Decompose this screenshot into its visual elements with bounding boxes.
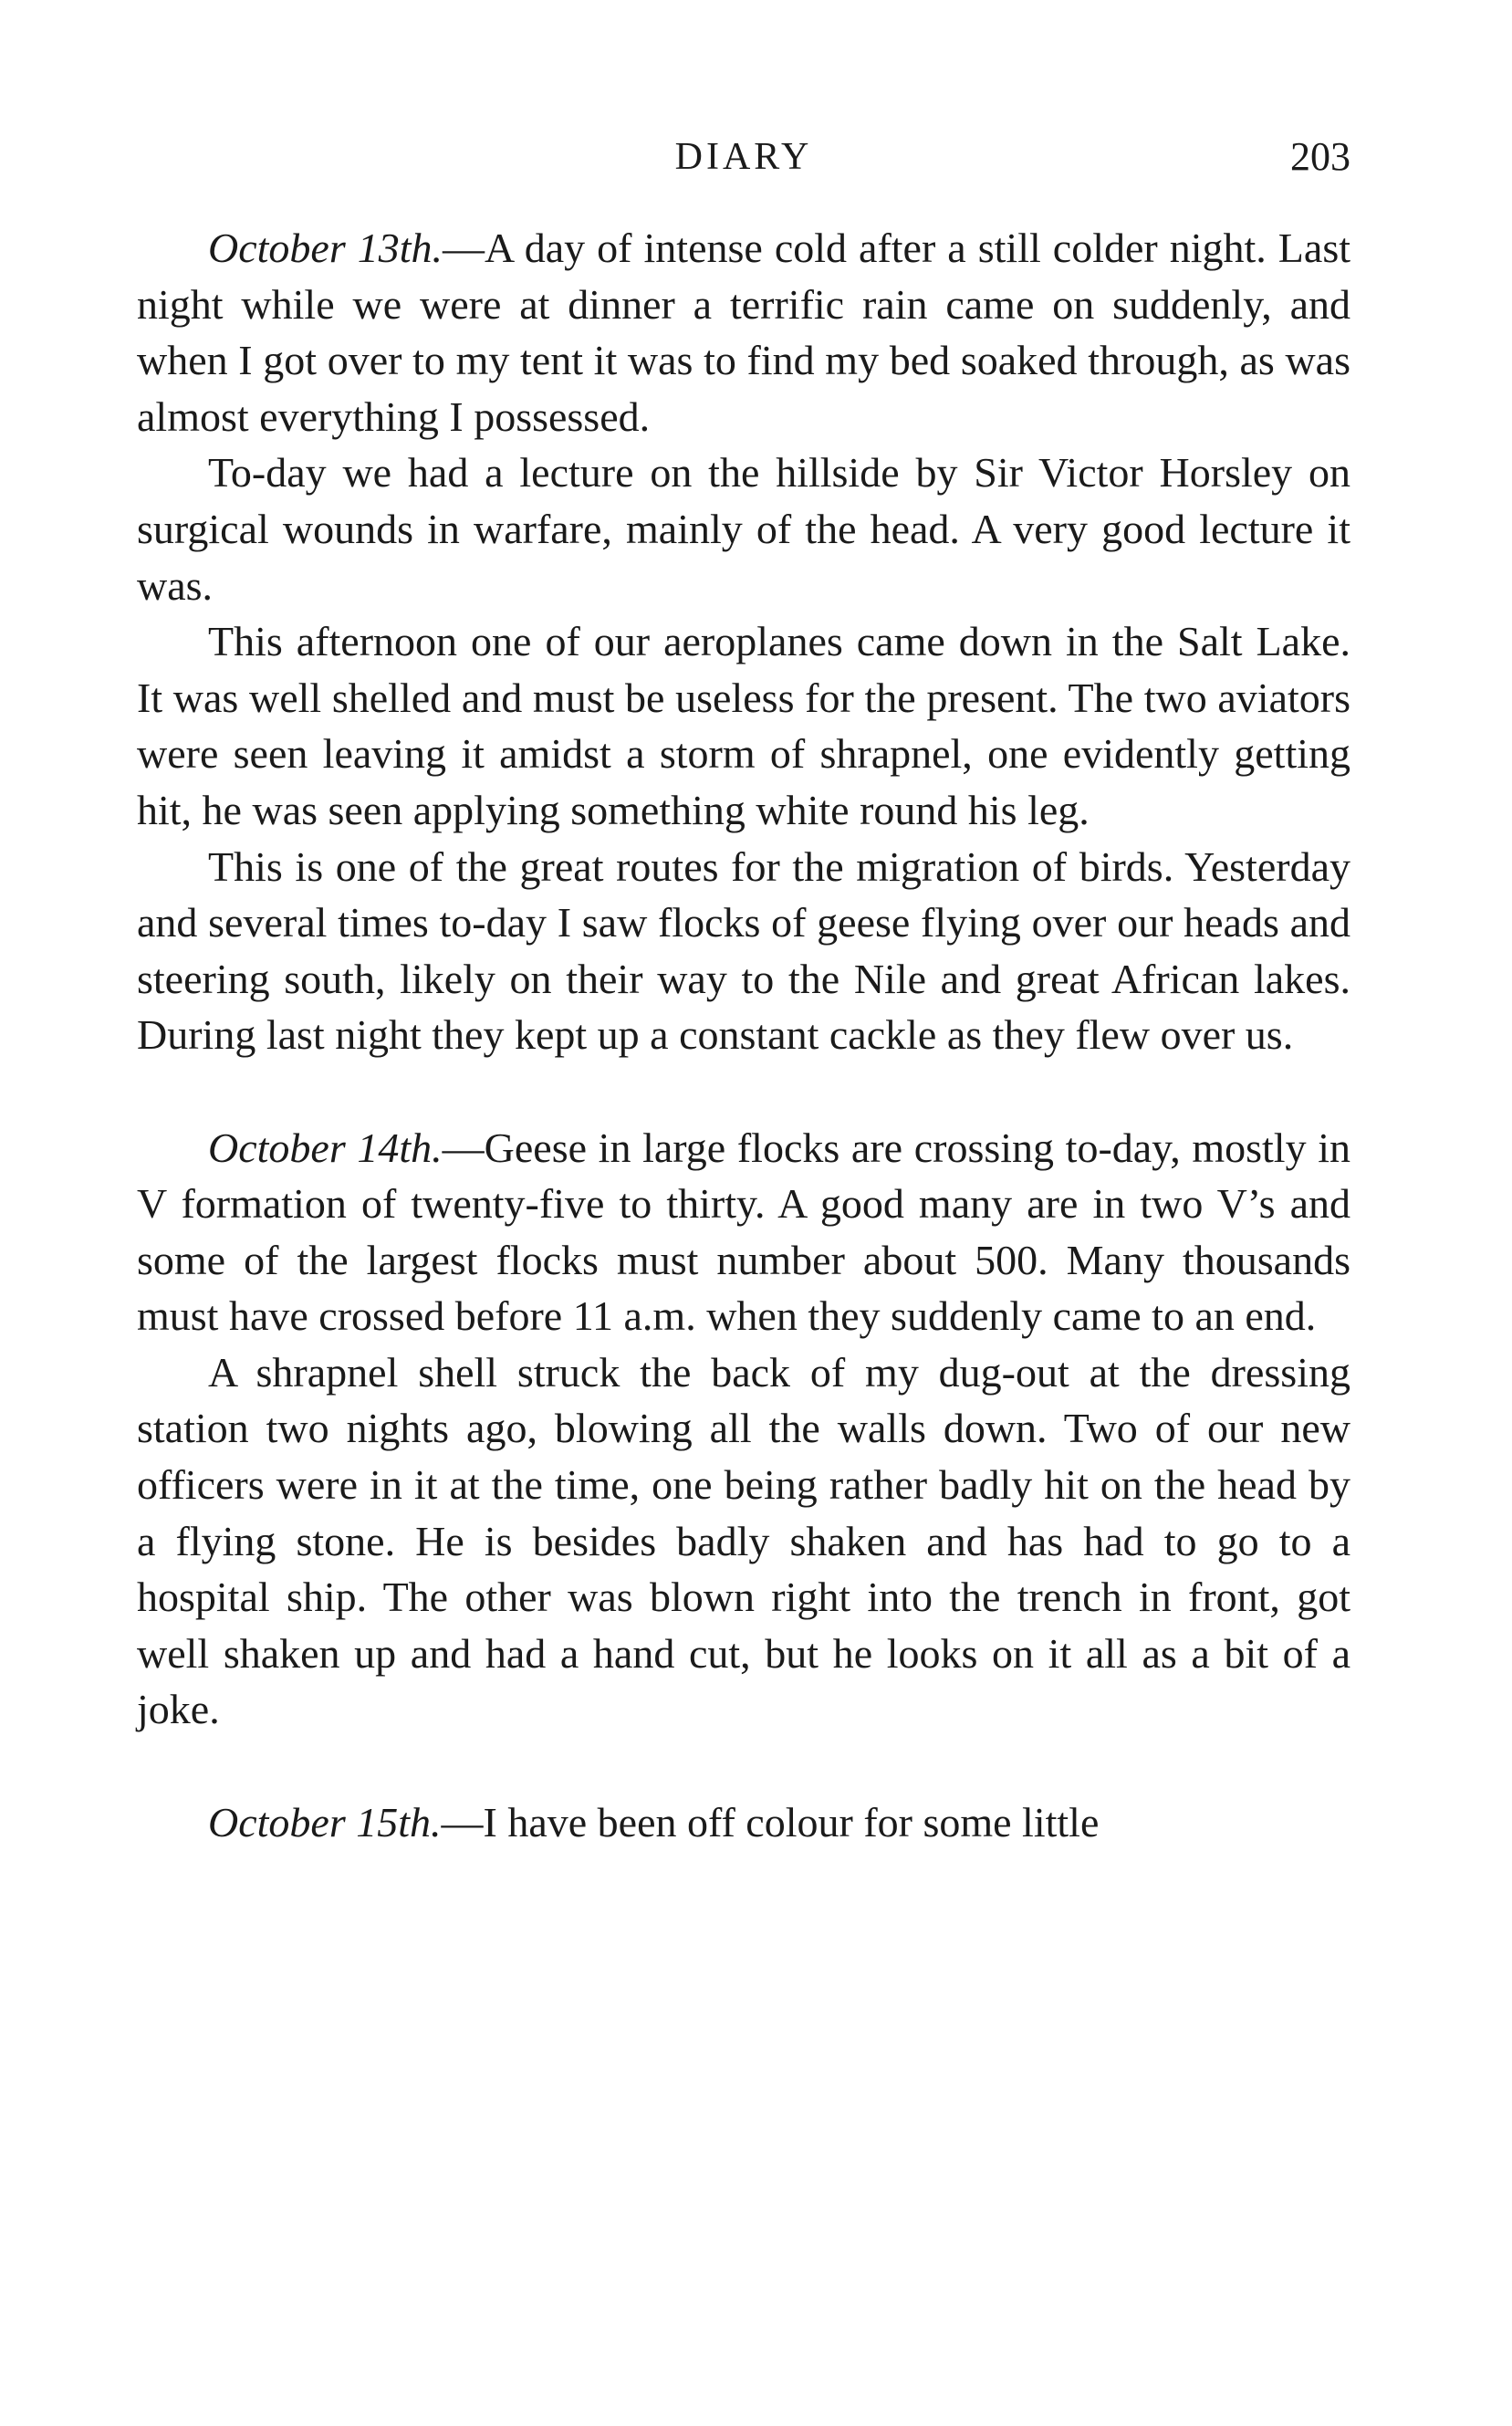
entry-text: —A day of intense cold after a still colder night. Last night while we were at dinner a terrific rain came on suddenly, and when I got over to my tent it was to find my bed soaked through, as was almost everything I possessed.: [137, 225, 1351, 440]
running-header: [137, 130, 1350, 184]
entry-oct-13-opening: [137, 220, 1350, 444]
entry-oct-15-opening: [137, 1794, 1350, 1851]
entry-oct-14-opening: [137, 1120, 1350, 1344]
paragraph: To-day we had a lecture on the hillside by Sir Victor Horsley on surgical wounds in warfare, mainly of the head. A very good lecture it was.: [137, 449, 1350, 609]
page-number: 203: [1290, 134, 1350, 179]
entry-text: —I have been off colour for some little: [441, 1798, 1100, 1846]
entry-date: October 13th.: [208, 225, 443, 271]
paragraph: A shrapnel shell struck the back of my dug-out at the dressing station two nights ago, blowing all the walls down. Two of our new officers were in it at the time, one being rather badly hit on the head by a flying stone. He is besides badly shaken and has had to go to a hospital ship. The other was blown right into the trench in front, got well shaken up and had a hand cut, but he looks on it all as a bit of a joke.: [137, 1348, 1350, 1733]
entry-text: —Geese in large flocks are crossing to-day, mostly in V formation of twenty-five to thirty. A good many are in two V’s and some of the largest flocks must number about 500. Many thousands must have crossed before 11 a.m. when they suddenly came to an end.: [137, 1124, 1351, 1340]
entry-date: October 15th.: [208, 1798, 442, 1846]
body-text: [137, 220, 1350, 1850]
paragraph: This is one of the great routes for the migration of birds. Yesterday and several times to-day I saw flocks of geese flying over our heads and steering south, likely on their way to the Nile and great African lakes. During last night they kept up a constant cackle as they flew over us.: [137, 842, 1350, 1059]
entry-date: October 14th.: [208, 1124, 443, 1171]
paragraph: This afternoon one of our aeroplanes came down in the Salt Lake. It was well shelled and must be useless for the present. The two aviators were seen leaving it amidst a storm of shrapnel, one evidently getting hit, he was seen applying something white round his leg.: [137, 618, 1350, 833]
running-title: DIARY: [674, 136, 813, 178]
